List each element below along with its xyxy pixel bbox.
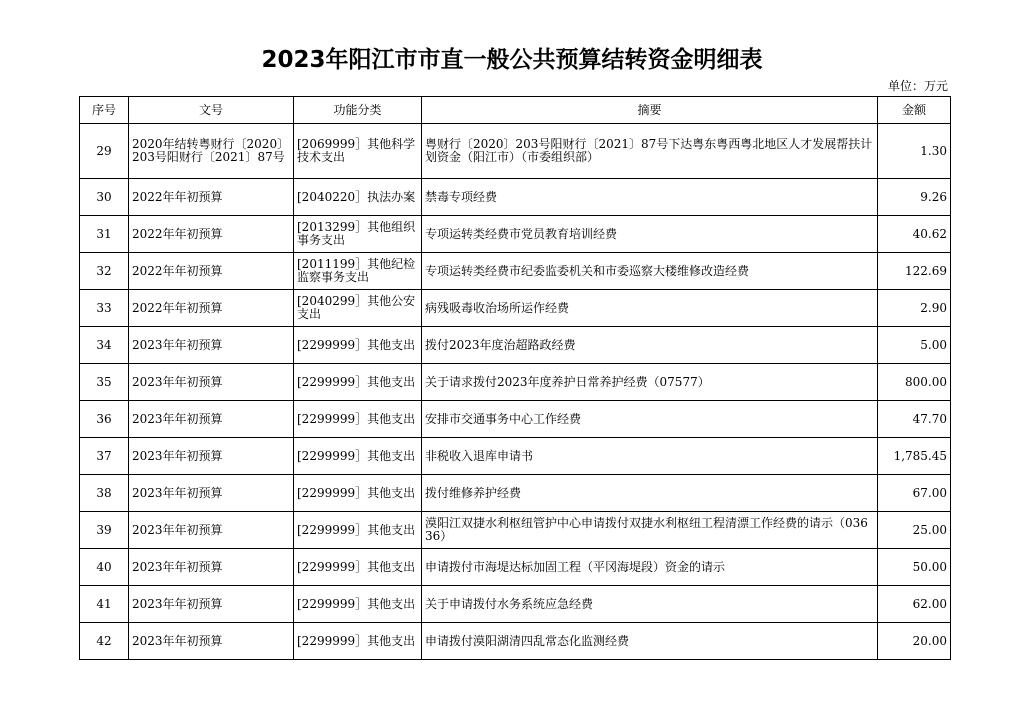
- cell-summary: 关于申请拨付水务系统应急经费: [422, 586, 878, 623]
- cell-summary: 安排市交通事务中心工作经费: [422, 401, 878, 438]
- cell-category: [2299999］其他支出: [294, 438, 422, 475]
- cell-category: [2013299］其他组织事务支出: [294, 216, 422, 253]
- cell-doc: 2022年年初预算: [129, 253, 294, 290]
- column-header-index: 序号: [80, 97, 129, 124]
- cell-amount: 47.70: [878, 401, 951, 438]
- cell-amount: 62.00: [878, 586, 951, 623]
- column-header-doc: 文号: [129, 97, 294, 124]
- cell-doc: 2023年年初预算: [129, 364, 294, 401]
- cell-summary: 申请拨付市海堤达标加固工程（平冈海堤段）资金的请示: [422, 549, 878, 586]
- cell-index: 37: [80, 438, 129, 475]
- table-row: [80, 253, 951, 290]
- cell-summary: 申请拨付漠阳湖清四乱常态化监测经费: [422, 623, 878, 660]
- cell-category: [2299999］其他支出: [294, 549, 422, 586]
- cell-doc: 2023年年初预算: [129, 475, 294, 512]
- table-row: [80, 586, 951, 623]
- cell-amount: 5.00: [878, 327, 951, 364]
- cell-amount: 1,785.45: [878, 438, 951, 475]
- cell-category: [2299999］其他支出: [294, 512, 422, 549]
- cell-index: 41: [80, 586, 129, 623]
- cell-category: [2069999］其他科学技术支出: [294, 124, 422, 179]
- table-row: [80, 364, 951, 401]
- cell-summary: 漠阳江双捷水利枢纽管护中心申请拨付双捷水利枢纽工程清漂工作经费的请示（03636）: [422, 512, 878, 549]
- table-row: [80, 216, 951, 253]
- cell-doc: 2020年结转粤财行〔2020〕203号阳财行〔2021〕87号: [129, 124, 294, 179]
- cell-doc: 2023年年初预算: [129, 438, 294, 475]
- cell-amount: 1.30: [878, 124, 951, 179]
- table-row: [80, 623, 951, 660]
- cell-category: [2040220］执法办案: [294, 179, 422, 216]
- cell-amount: 2.90: [878, 290, 951, 327]
- cell-index: 30: [80, 179, 129, 216]
- budget-detail-table: [79, 96, 951, 660]
- cell-index: 39: [80, 512, 129, 549]
- cell-amount: 800.00: [878, 364, 951, 401]
- unit-label: 单位：万元: [887, 79, 948, 93]
- column-header-summary: 摘要: [422, 97, 878, 124]
- cell-index: 34: [80, 327, 129, 364]
- cell-doc: 2023年年初预算: [129, 586, 294, 623]
- column-header-amount: 金额: [878, 97, 951, 124]
- table-row: [80, 475, 951, 512]
- cell-amount: 40.62: [878, 216, 951, 253]
- cell-index: 38: [80, 475, 129, 512]
- cell-doc: 2022年年初预算: [129, 290, 294, 327]
- cell-index: 40: [80, 549, 129, 586]
- cell-doc: 2022年年初预算: [129, 179, 294, 216]
- table-row: [80, 512, 951, 549]
- page-title: 2023年阳江市市直一般公共预算结转资金明细表: [261, 47, 763, 73]
- table-row: [80, 438, 951, 475]
- cell-category: [2011199］其他纪检监察事务支出: [294, 253, 422, 290]
- table-header-row: [80, 97, 951, 124]
- cell-doc: 2023年年初预算: [129, 623, 294, 660]
- cell-summary: 非税收入退库申请书: [422, 438, 878, 475]
- cell-index: 31: [80, 216, 129, 253]
- cell-amount: 9.26: [878, 179, 951, 216]
- cell-category: [2299999］其他支出: [294, 327, 422, 364]
- table-row: [80, 549, 951, 586]
- cell-category: [2299999］其他支出: [294, 586, 422, 623]
- table-row: [80, 124, 951, 179]
- cell-doc: 2023年年初预算: [129, 512, 294, 549]
- cell-category: [2299999］其他支出: [294, 623, 422, 660]
- cell-summary: 拨付2023年度治超路政经费: [422, 327, 878, 364]
- cell-summary: 拨付维修养护经费: [422, 475, 878, 512]
- cell-amount: 67.00: [878, 475, 951, 512]
- cell-index: 36: [80, 401, 129, 438]
- cell-summary: 病残吸毒收治场所运作经费: [422, 290, 878, 327]
- cell-index: 32: [80, 253, 129, 290]
- cell-amount: 25.00: [878, 512, 951, 549]
- cell-doc: 2023年年初预算: [129, 327, 294, 364]
- cell-summary: 关于请求拨付2023年度养护日常养护经费（07577）: [422, 364, 878, 401]
- cell-category: [2299999］其他支出: [294, 364, 422, 401]
- cell-amount: 20.00: [878, 623, 951, 660]
- table-row: [80, 179, 951, 216]
- cell-index: 33: [80, 290, 129, 327]
- cell-category: [2299999］其他支出: [294, 475, 422, 512]
- table-row: [80, 290, 951, 327]
- cell-doc: 2022年年初预算: [129, 216, 294, 253]
- cell-summary: 专项运转类经费市党员教育培训经费: [422, 216, 878, 253]
- table-row: [80, 401, 951, 438]
- cell-summary: 禁毒专项经费: [422, 179, 878, 216]
- cell-amount: 50.00: [878, 549, 951, 586]
- cell-doc: 2023年年初预算: [129, 401, 294, 438]
- cell-summary: 粤财行〔2020〕203号阳财行〔2021〕87号下达粤东粤西粤北地区人才发展帮扶计划资金（阳江市）（市委组织部）: [422, 124, 878, 179]
- cell-index: 29: [80, 124, 129, 179]
- cell-index: 42: [80, 623, 129, 660]
- cell-amount: 122.69: [878, 253, 951, 290]
- cell-category: [2299999］其他支出: [294, 401, 422, 438]
- cell-index: 35: [80, 364, 129, 401]
- cell-doc: 2023年年初预算: [129, 549, 294, 586]
- table-row: [80, 327, 951, 364]
- cell-summary: 专项运转类经费市纪委监委机关和市委巡察大楼维修改造经费: [422, 253, 878, 290]
- column-header-category: 功能分类: [294, 97, 422, 124]
- cell-category: [2040299］其他公安支出: [294, 290, 422, 327]
